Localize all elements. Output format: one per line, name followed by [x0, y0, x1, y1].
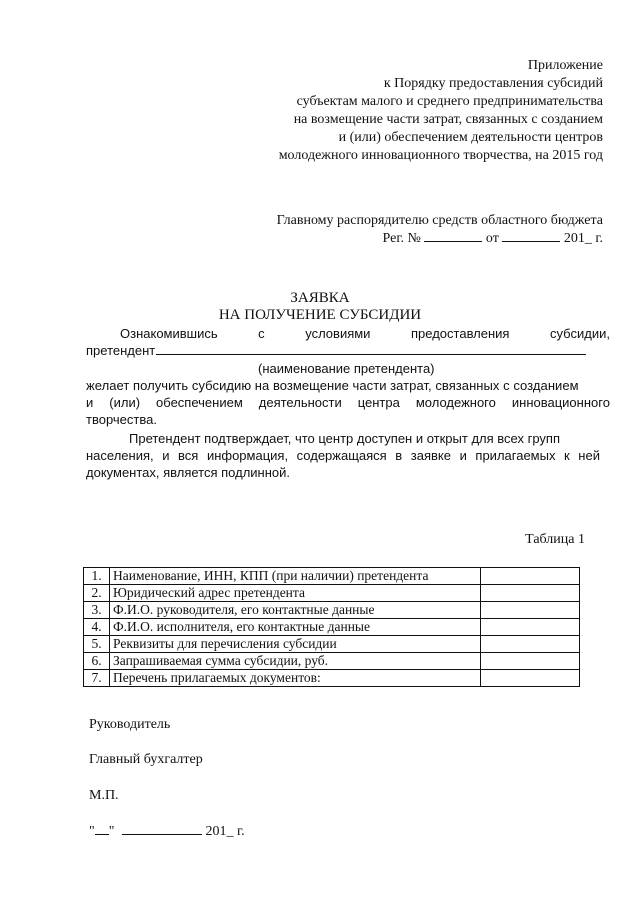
- row-number: 4.: [84, 619, 110, 636]
- confirm-word: и: [162, 448, 170, 463]
- registration-line: [383, 229, 603, 248]
- confirm-word: содержащаяся: [296, 448, 387, 463]
- confirm-word: к: [564, 448, 570, 463]
- annex-line-6: молодежного инновационного творчества, на 2015 год: [278, 148, 603, 163]
- requisites-table: [83, 567, 580, 687]
- purpose-line-2: [86, 393, 610, 412]
- table-row: [84, 568, 580, 585]
- purpose-word: (или): [109, 395, 141, 410]
- seal-label: М.П.: [89, 788, 119, 803]
- day-blank: [95, 822, 109, 835]
- row-label: Юридический адрес претендента: [110, 585, 481, 602]
- row-number: 2.: [84, 585, 110, 602]
- confirm-word: ней: [578, 448, 600, 463]
- table-row: [84, 602, 580, 619]
- reg-year-label: 201_ г.: [563, 231, 603, 246]
- confirm-word: и: [459, 448, 467, 463]
- intro-word: Ознакомившись: [120, 326, 218, 341]
- reg-number-label: Рег. №: [382, 231, 421, 246]
- confirm-line-1: Претендент подтверждает, что центр доступен и открыт для всех групп: [129, 431, 560, 446]
- table-row: [84, 636, 580, 653]
- purpose-word: и: [86, 395, 94, 410]
- reg-number-blank: [424, 229, 482, 242]
- applicant-name-blank: [156, 342, 586, 355]
- table-row: [84, 619, 580, 636]
- table-row: [84, 670, 580, 687]
- purpose-word: деятельности: [258, 395, 342, 410]
- table-caption: Таблица 1: [525, 532, 585, 547]
- row-number: 6.: [84, 653, 110, 670]
- annex-line-3: субъектам малого и среднего предпринимательства: [296, 94, 603, 109]
- row-value-cell[interactable]: [481, 619, 580, 636]
- purpose-word: молодежного: [415, 395, 496, 410]
- intro-word: с: [258, 326, 265, 341]
- row-number: 3.: [84, 602, 110, 619]
- row-value-cell[interactable]: [481, 568, 580, 585]
- annex-line-2: к Порядку предоставления субсидий: [383, 76, 603, 91]
- row-label: Ф.И.О. исполнителя, его контактные данные: [110, 619, 481, 636]
- confirm-word: заявке: [410, 448, 451, 463]
- date-quote-open: ": [89, 824, 95, 839]
- table-row: [84, 585, 580, 602]
- document-subtitle: НА ПОЛУЧЕНИЕ СУБСИДИИ: [218, 307, 422, 323]
- purpose-line-1: желает получить субсидию на возмещение части затрат, связанных с созданием: [86, 378, 579, 393]
- row-value-cell[interactable]: [481, 653, 580, 670]
- applicant-hint: (наименование претендента): [258, 361, 435, 376]
- head-signature-label: Руководитель: [89, 717, 171, 732]
- annex-line-1: Приложение: [527, 58, 603, 73]
- annex-line-4: на возмещение части затрат, связанных с созданием: [293, 112, 603, 127]
- confirm-word: в: [395, 448, 403, 463]
- reg-from-label: от: [485, 231, 499, 246]
- confirm-word: населения,: [86, 448, 154, 463]
- confirm-word: вся: [178, 448, 199, 463]
- purpose-word: центра: [357, 395, 400, 410]
- intro-word: условиями: [305, 326, 371, 341]
- intro-word: предоставления: [411, 326, 510, 341]
- purpose-line-3: творчества.: [86, 412, 157, 427]
- applicant-line: [86, 341, 586, 360]
- month-blank: [122, 822, 202, 835]
- addressee-line: Главному распорядителю средств областного бюджета: [276, 213, 603, 228]
- confirm-word: информация,: [206, 448, 289, 463]
- row-value-cell[interactable]: [481, 602, 580, 619]
- table-row: [84, 653, 580, 670]
- date-quote-close: ": [108, 824, 115, 839]
- row-label: Перечень прилагаемых документов:: [110, 670, 481, 687]
- intro-word: субсидии,: [550, 326, 610, 341]
- applicant-label: претендент: [86, 343, 156, 358]
- row-number: 7.: [84, 670, 110, 687]
- date-year-label: 201_ г.: [205, 824, 245, 839]
- confirm-line-3: документах, является подлинной.: [86, 465, 291, 480]
- purpose-word: обеспечением: [156, 395, 243, 410]
- row-value-cell[interactable]: [481, 670, 580, 687]
- row-label: Реквизиты для перечисления субсидии: [110, 636, 481, 653]
- row-value-cell[interactable]: [481, 585, 580, 602]
- purpose-word: инновационного: [511, 395, 610, 410]
- annex-line-5: и (или) обеспечением деятельности центров: [338, 130, 603, 145]
- reg-date-blank: [502, 229, 560, 242]
- row-number: 5.: [84, 636, 110, 653]
- row-label: Ф.И.О. руководителя, его контактные данные: [110, 602, 481, 619]
- accountant-signature-label: Главный бухгалтер: [89, 752, 203, 767]
- date-line: [89, 822, 245, 841]
- confirm-word: прилагаемых: [475, 448, 556, 463]
- row-number: 1.: [84, 568, 110, 585]
- document-title: ЗАЯВКА: [290, 290, 350, 306]
- row-value-cell[interactable]: [481, 636, 580, 653]
- row-label: Запрашиваемая сумма субсидии, руб.: [110, 653, 481, 670]
- row-label: Наименование, ИНН, КПП (при наличии) претендента: [110, 568, 481, 585]
